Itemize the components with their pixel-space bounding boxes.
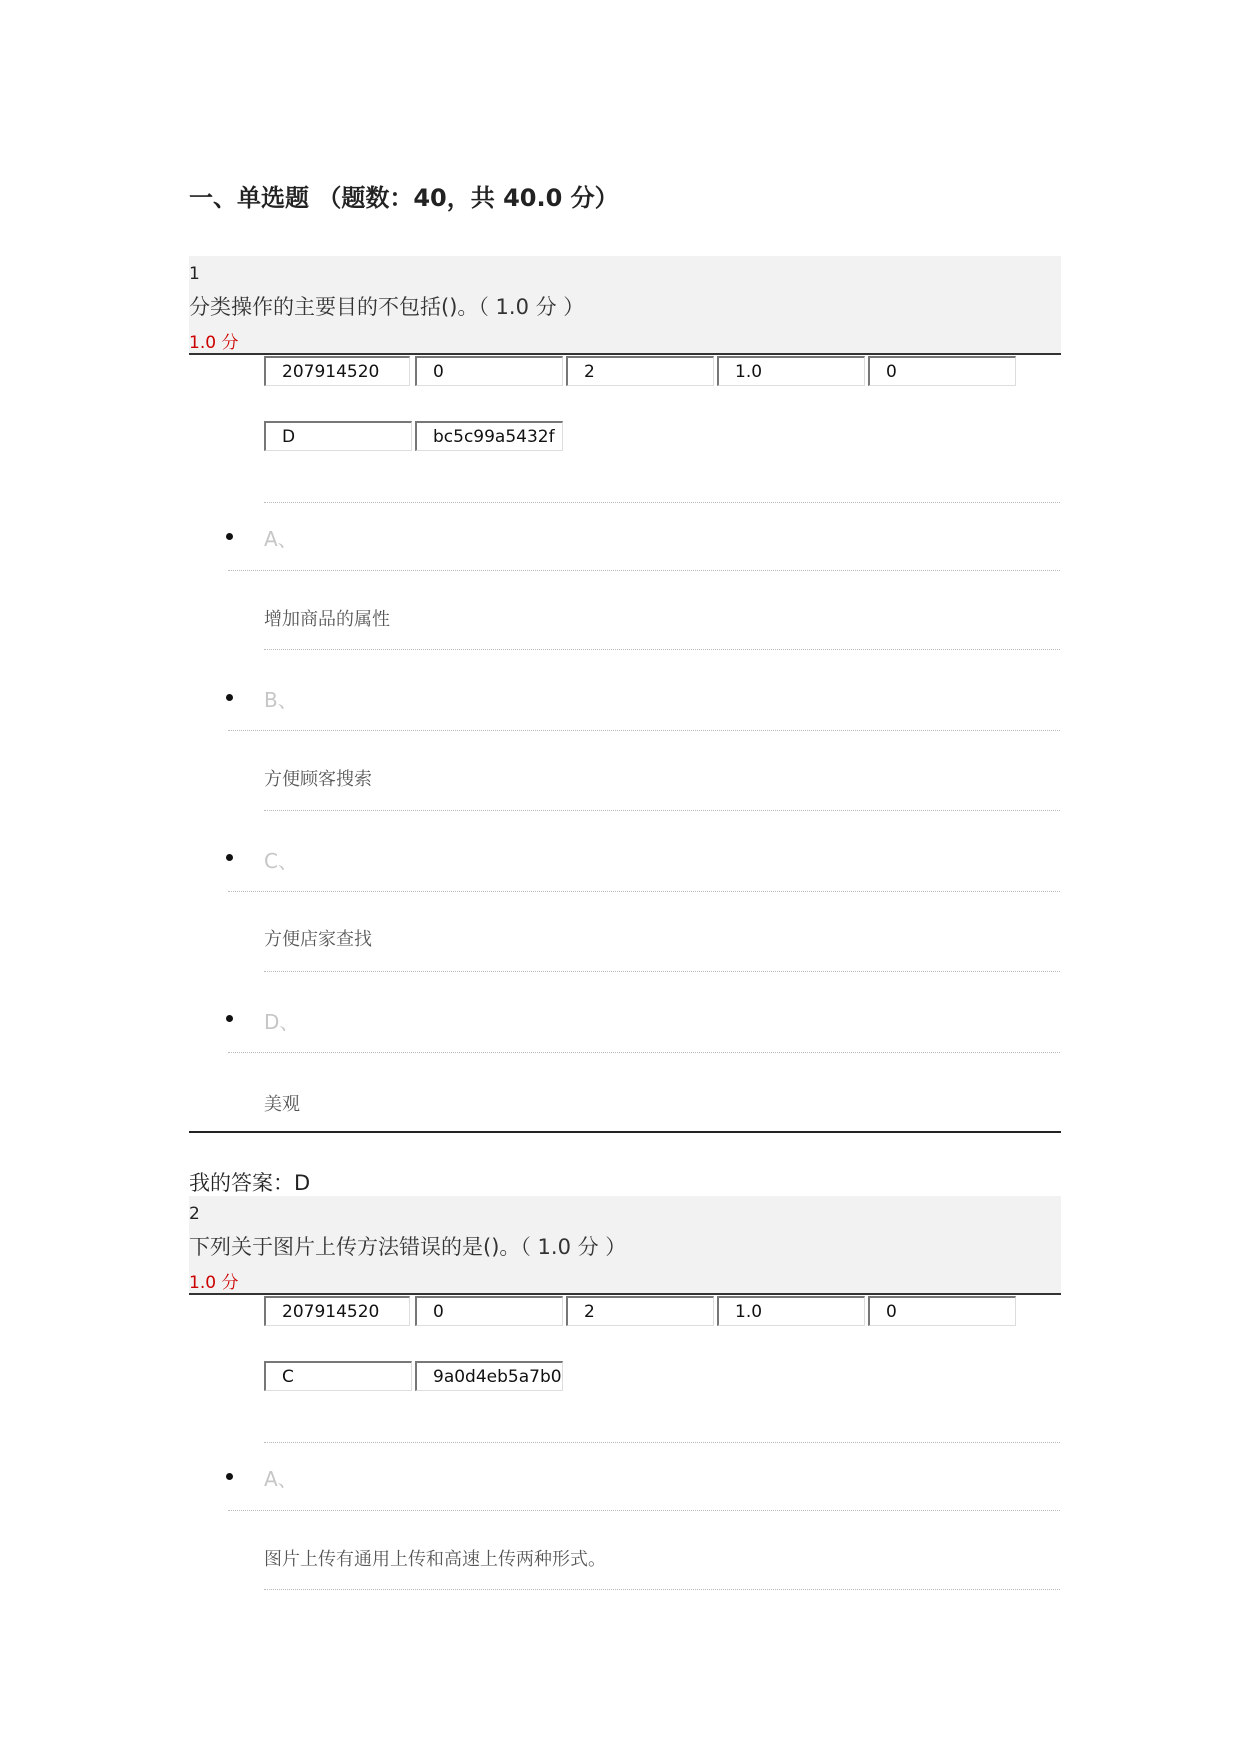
question-header bbox=[189, 256, 1061, 355]
divider bbox=[264, 502, 1060, 503]
hidden-field[interactable]: 2 bbox=[566, 1296, 714, 1326]
option-letter-c: C、 bbox=[264, 849, 298, 873]
divider bbox=[264, 971, 1060, 972]
divider bbox=[228, 1052, 1060, 1053]
question-text: 分类操作的主要目的不包括()。（ 1.0 分 ） bbox=[189, 295, 585, 319]
question-score: 1.0 分 bbox=[189, 1273, 239, 1293]
hidden-field[interactable]: 207914520 bbox=[264, 356, 410, 386]
bullet-icon bbox=[226, 694, 233, 701]
my-answer: 我的答案：D bbox=[189, 1171, 311, 1195]
section-title: 一、单选题 （题数：40，共 40.0 分） bbox=[189, 184, 619, 212]
answer-id-field[interactable]: bc5c99a5432f bbox=[415, 421, 563, 451]
divider bbox=[264, 1589, 1060, 1590]
option-letter-a: A、 bbox=[264, 527, 298, 551]
divider bbox=[228, 891, 1060, 892]
hidden-field[interactable]: 2 bbox=[566, 356, 714, 386]
question-number: 2 bbox=[189, 1204, 200, 1224]
answer-field[interactable]: C bbox=[264, 1361, 412, 1391]
option-letter-d: D、 bbox=[264, 1010, 300, 1034]
option-letter-b: B、 bbox=[264, 688, 298, 712]
option-text-c: 方便店家查找 bbox=[264, 929, 372, 950]
hidden-field[interactable]: 1.0 bbox=[717, 1296, 865, 1326]
hidden-field[interactable]: 0 bbox=[868, 356, 1016, 386]
divider bbox=[264, 649, 1060, 650]
question-number: 1 bbox=[189, 264, 200, 284]
bullet-icon bbox=[226, 533, 233, 540]
answer-field[interactable]: D bbox=[264, 421, 412, 451]
hidden-field[interactable]: 0 bbox=[415, 1296, 563, 1326]
question-separator bbox=[189, 1131, 1061, 1133]
answer-id-field[interactable]: 9a0d4eb5a7b0 bbox=[415, 1361, 563, 1391]
option-text-b: 方便顾客搜索 bbox=[264, 769, 372, 790]
option-text-a: 图片上传有通用上传和高速上传两种形式。 bbox=[264, 1549, 606, 1570]
bullet-icon bbox=[226, 1473, 233, 1480]
question-text: 下列关于图片上传方法错误的是()。（ 1.0 分 ） bbox=[189, 1235, 627, 1259]
hidden-field[interactable]: 1.0 bbox=[717, 356, 865, 386]
divider bbox=[264, 1442, 1060, 1443]
divider bbox=[264, 810, 1060, 811]
question-score: 1.0 分 bbox=[189, 333, 239, 353]
divider bbox=[228, 730, 1060, 731]
bullet-icon bbox=[226, 1015, 233, 1022]
bullet-icon bbox=[226, 854, 233, 861]
divider bbox=[228, 570, 1060, 571]
hidden-field[interactable]: 0 bbox=[415, 356, 563, 386]
hidden-field[interactable]: 207914520 bbox=[264, 1296, 410, 1326]
question-header bbox=[189, 1196, 1061, 1295]
hidden-field[interactable]: 0 bbox=[868, 1296, 1016, 1326]
option-text-a: 增加商品的属性 bbox=[264, 609, 390, 630]
divider bbox=[228, 1510, 1060, 1511]
option-text-d: 美观 bbox=[264, 1094, 300, 1115]
option-letter-a: A、 bbox=[264, 1467, 298, 1491]
